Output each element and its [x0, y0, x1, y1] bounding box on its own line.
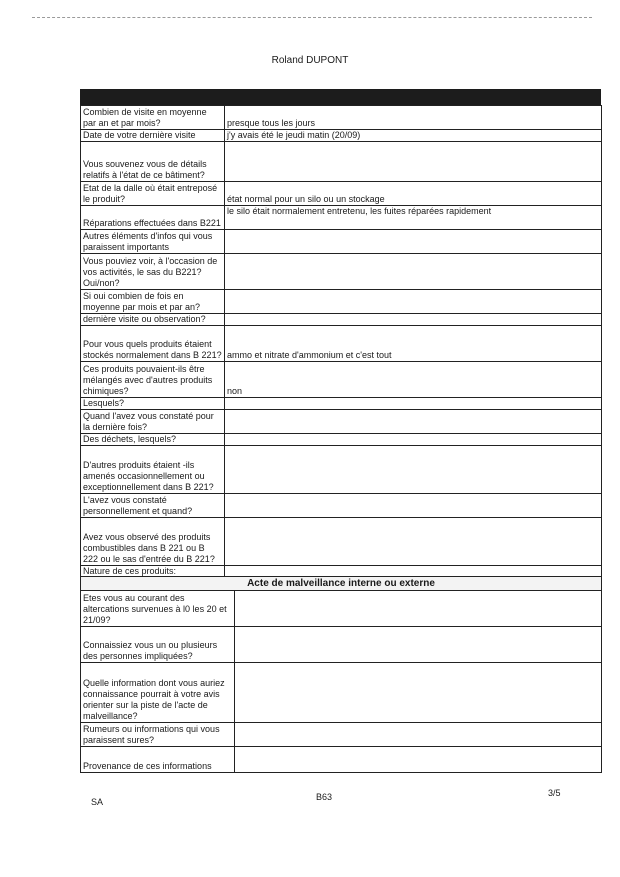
- question-cell: Provenance de ces informations: [81, 747, 235, 773]
- table-row: [81, 290, 602, 314]
- answer-cell: le silo était normalement entretenu, les fuites réparées rapidement: [225, 206, 602, 230]
- question-cell: Rumeurs ou informations qui vous paraissent sures?: [81, 723, 235, 747]
- answer-cell: [225, 434, 602, 446]
- question-cell: Avez vous observé des produits combustibles dans B 221 ou B 222 ou le sas d'entrée du B 221?: [81, 518, 225, 566]
- question-cell: Si oui combien de fois en moyenne par mois et par an?: [81, 290, 225, 314]
- section-title-row: [81, 577, 602, 591]
- table-row: [81, 206, 602, 230]
- question-cell: Réparations effectuées dans B221: [81, 206, 225, 230]
- answer-cell: [225, 494, 602, 518]
- table-row: [81, 434, 602, 446]
- answer-cell: [225, 142, 602, 182]
- table-row: [81, 627, 602, 663]
- answer-cell: [225, 398, 602, 410]
- footer-page-number: 3/5: [548, 788, 561, 798]
- answer-cell: presque tous les jours: [225, 106, 602, 130]
- answer-cell: ammo et nitrate d'ammonium et c'est tout: [225, 326, 602, 362]
- scan-artifact-line: [32, 17, 592, 18]
- table-row: [81, 747, 602, 773]
- table-row: [81, 398, 602, 410]
- table-row: [81, 254, 602, 290]
- question-cell: Autres éléments d'infos qui vous paraissent importants: [81, 230, 225, 254]
- footer-left-initials: SA: [91, 797, 104, 807]
- question-cell: Etes vous au courant des altercations survenues à l0 les 20 et 21/09?: [81, 591, 235, 627]
- section-title: Acte de malveillance interne ou externe: [81, 577, 602, 591]
- table-row: [81, 591, 602, 627]
- table-row: [81, 182, 602, 206]
- question-cell: Lesquels?: [81, 398, 225, 410]
- table-row: [81, 326, 602, 362]
- answer-cell: [235, 723, 602, 747]
- answer-cell: [235, 627, 602, 663]
- question-cell: L'avez vous constaté personnellement et quand?: [81, 494, 225, 518]
- question-cell: Quand l'avez vous constaté pour la dernière fois?: [81, 410, 225, 434]
- answer-cell: [225, 314, 602, 326]
- answer-cell: [225, 230, 602, 254]
- question-cell: dernière visite ou observation?: [81, 314, 225, 326]
- question-cell: Connaissiez vous un ou plusieurs des personnes impliquées?: [81, 627, 235, 663]
- answer-cell: [225, 446, 602, 494]
- answer-cell: [225, 254, 602, 290]
- answer-cell: [235, 591, 602, 627]
- answer-cell: [225, 290, 602, 314]
- table-row: [81, 230, 602, 254]
- answer-cell: [235, 747, 602, 773]
- question-cell: Vous pouviez voir, à l'occasion de vos activités, le sas du B221? Oui/non?: [81, 254, 225, 290]
- answer-cell: [225, 410, 602, 434]
- questionnaire-table-section-2: [80, 576, 602, 773]
- table-row: [81, 106, 602, 130]
- question-cell: Combien de visite en moyenne par an et par mois?: [81, 106, 225, 130]
- question-cell: Etat de la dalle où était entreposé le produit?: [81, 182, 225, 206]
- table-row: [81, 142, 602, 182]
- answer-cell: état normal pour un silo ou un stockage: [225, 182, 602, 206]
- question-cell: Quelle information dont vous auriez connaissance pourrait à votre avis orienter sur la piste de l'acte de malveillance?: [81, 663, 235, 723]
- question-cell: Nature de ces produits:: [81, 566, 225, 578]
- table-row: [81, 446, 602, 494]
- table-row: [81, 723, 602, 747]
- table-row: [81, 410, 602, 434]
- question-cell: Pour vous quels produits étaient stockés normalement dans B 221?: [81, 326, 225, 362]
- footer-document-code: B63: [316, 792, 333, 802]
- question-cell: D'autres produits étaient -ils amenés occasionnellement ou exceptionnellement dans B 221?: [81, 446, 225, 494]
- document-header-name: Roland DUPONT: [271, 55, 349, 66]
- question-cell: Date de votre dernière visite: [81, 130, 225, 142]
- question-cell: Vous souvenez vous de détails relatifs à l'état de ce bâtiment?: [81, 142, 225, 182]
- table-row: [81, 494, 602, 518]
- answer-cell: non: [225, 362, 602, 398]
- table-row: [81, 130, 602, 142]
- table-row: [81, 314, 602, 326]
- table-row: [81, 663, 602, 723]
- answer-cell: j'y avais été le jeudi matin (20/09): [225, 130, 602, 142]
- questionnaire-table-section-1: [80, 105, 602, 578]
- answer-cell: [225, 518, 602, 566]
- question-cell: Des déchets, lesquels?: [81, 434, 225, 446]
- question-cell: Ces produits pouvaient-ils être mélangés avec d'autres produits chimiques?: [81, 362, 225, 398]
- table-row: [81, 518, 602, 566]
- table-header-bar: [80, 89, 601, 105]
- table-row: [81, 362, 602, 398]
- answer-cell: [235, 663, 602, 723]
